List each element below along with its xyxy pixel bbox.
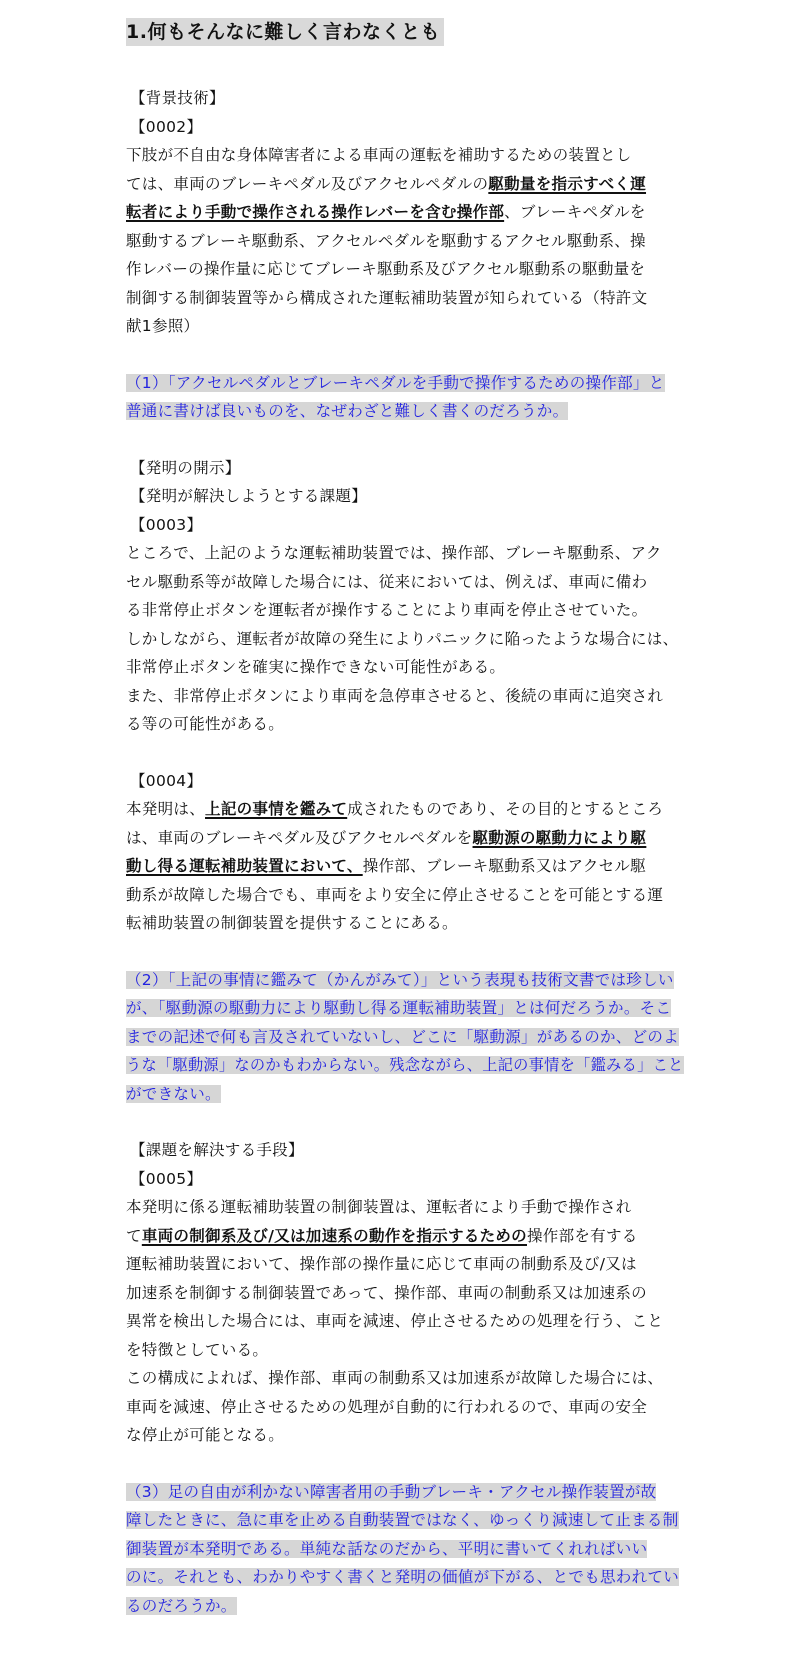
note-text: が、「駆動源の駆動力により駆動し得る運転補助装置」とは何だろうか。そこ: [126, 999, 672, 1017]
note-text: 障したときに、急に車を止める自動装置ではなく、ゆっくり減速して止まる制: [126, 1511, 679, 1529]
section-heading: 【課題を解決する手段】: [130, 1141, 304, 1159]
underlined-phrase: 上記の事情を鑑みて: [205, 800, 348, 818]
page-title: 1.何もそんなに難しく言わなくとも: [126, 18, 444, 46]
text-line: 動系が故障した場合でも、車両をより安全に停止させることを可能とする運: [126, 885, 664, 904]
text-line: 駆動するブレーキ駆動系、アクセルペダルを駆動するアクセル駆動系、操: [126, 231, 646, 250]
text-span: 操作部、ブレーキ駆動系又はアクセル駆: [362, 857, 647, 875]
text-line: を特徴としている。: [126, 1340, 269, 1359]
paragraph-number: 【0003】: [130, 515, 203, 534]
text-span: ては、車両のブレーキペダル及びアクセルペダルの: [126, 174, 489, 193]
text-line: [126, 198, 686, 227]
text-span: 成されたものであり、その目的とするところ: [347, 800, 664, 818]
note-line: [126, 1478, 686, 1507]
section-heading: 【背景技術】: [130, 89, 225, 107]
text-line: 加速系を制御する制御装置であって、操作部、車両の制動系又は加速系の: [126, 1283, 647, 1302]
note-line: [126, 1051, 686, 1080]
note-line: [126, 1506, 686, 1535]
note-line: [126, 1592, 686, 1621]
section-heading: 【発明の開示】: [130, 458, 241, 477]
note-text: 普通に書けば良いものを、なぜわざと難しく書くのだろうか。: [126, 402, 569, 420]
note-text: （2）「上記の事情に鑑みて（かんがみて）」という表現も技術文書では珍しい: [126, 970, 674, 989]
text-line: 献1参照）: [126, 317, 200, 335]
note-text: のに。それとも、わかりやすく書くと発明の価値が下がる、とでも思われてい: [126, 1568, 680, 1586]
text-span: 、ブレーキペダルを: [504, 203, 646, 221]
text-line: [126, 795, 686, 824]
underlined-phrase: 動し得る運転補助装置において、: [126, 857, 363, 875]
commentary-note-1: [126, 369, 686, 426]
text-span: て: [126, 1226, 142, 1245]
note-text: ができない。: [126, 1084, 221, 1103]
underlined-phrase: 転者により手動で操作される操作レバーを含む操作部: [126, 203, 505, 221]
paragraph-number: 【0004】: [130, 771, 203, 790]
text-line: しかしながら、運転者が故障の発生によりパニックに陥ったような場合には、: [126, 629, 679, 648]
spacer: [126, 341, 686, 369]
text-line: セル駆動系等が故障した場合には、従来においては、例えば、車両に備わ: [126, 572, 648, 591]
note-line: [126, 397, 686, 426]
text-span: は、車両のブレーキペダル及びアクセルペダルを: [126, 828, 473, 847]
spacer: [126, 739, 686, 767]
section-heading: 【発明が解決しようとする課題】: [130, 487, 368, 505]
note-line: [126, 1080, 686, 1109]
text-line: [126, 1222, 686, 1251]
text-span: 本発明は、: [126, 800, 206, 818]
text-line: ところで、上記のような運転補助装置では、操作部、ブレーキ駆動系、アク: [126, 544, 662, 562]
text-line: この構成によれば、操作部、車両の制動系又は加速系が故障した場合には、: [126, 1369, 664, 1387]
commentary-note-2: [126, 966, 686, 1109]
text-line: 車両を減速、停止させるための処理が自動的に行われるので、車両の安全: [126, 1397, 648, 1416]
text-line: 運転補助装置において、操作部の操作量に応じて車両の制動系及び/又は: [126, 1255, 637, 1273]
text-line: 非常停止ボタンを確実に操作できない可能性がある。: [126, 658, 506, 676]
paragraph-number: 【0005】: [130, 1169, 203, 1188]
text-line: 下肢が不自由な身体障害者による車両の運転を補助するための装置とし: [126, 146, 632, 164]
note-line: [126, 1563, 686, 1592]
text-line: [126, 852, 686, 881]
underlined-phrase: 駆動源の駆動力により駆: [472, 828, 647, 847]
background-section: [126, 84, 686, 341]
note-line: [126, 994, 686, 1023]
note-text: までの記述で何も言及されていないし、どこに「駆動源」があるのか、どのよ: [126, 1027, 680, 1046]
text-line: 本発明に係る運転補助装置の制御装置は、運転者により手動で操作され: [126, 1198, 632, 1216]
text-line: る非常停止ボタンを運転者が操作することにより車両を停止させていた。: [126, 601, 648, 619]
text-line: 作レバーの操作量に応じてブレーキ駆動系及びアクセル駆動系の駆動量を: [126, 260, 646, 278]
text-line: る等の可能性がある。: [126, 715, 285, 733]
note-text: るのだろうか。: [126, 1596, 237, 1615]
text-line: な停止が可能となる。: [126, 1426, 285, 1444]
note-text: （3）足の自由が利かない障害者用の手動ブレーキ・アクセル操作装置が故: [126, 1482, 657, 1501]
note-text: うな「駆動源」なのかもわからない。残念ながら、上記の事情を「鑑みる」こと: [126, 1056, 684, 1074]
spacer: [126, 938, 686, 966]
commentary-note-3: [126, 1478, 686, 1621]
spacer: [126, 1108, 686, 1136]
text-span: 操作部を有する: [526, 1226, 638, 1245]
note-line: [126, 1023, 686, 1052]
spacer: [126, 1450, 686, 1478]
objective-section: [126, 767, 686, 938]
note-text: （1）「アクセルペダルとブレーキペダルを手動で操作するための操作部」と: [126, 373, 665, 392]
text-line: [126, 824, 686, 853]
text-line: [126, 170, 686, 199]
underlined-phrase: 駆動量を指示すべく運: [488, 174, 647, 193]
note-line: [126, 1535, 686, 1564]
solution-section: [126, 1136, 686, 1450]
spacer: [126, 426, 686, 454]
text-line: 転補助装置の制御装置を提供することにある。: [126, 914, 458, 932]
note-line: [126, 369, 686, 398]
note-line: [126, 966, 686, 995]
underlined-phrase: 車両の制御系及び/又は加速系の動作を指示するための: [141, 1226, 527, 1245]
text-line: 異常を検出した場合には、車両を減速、停止させるための処理を行う、こと: [126, 1312, 664, 1330]
text-line: 制御する制御装置等から構成された運転補助装置が知られている（特許文: [126, 288, 648, 307]
paragraph-number: 【0002】: [130, 117, 203, 136]
note-text: 御装置が本発明である。単純な話なのだから、平明に書いてくれればいい: [126, 1539, 648, 1558]
problem-section: [126, 454, 686, 739]
document-content: [126, 18, 686, 1620]
text-line: また、非常停止ボタンにより車両を急停車させると、後続の車両に追突され: [126, 686, 664, 705]
